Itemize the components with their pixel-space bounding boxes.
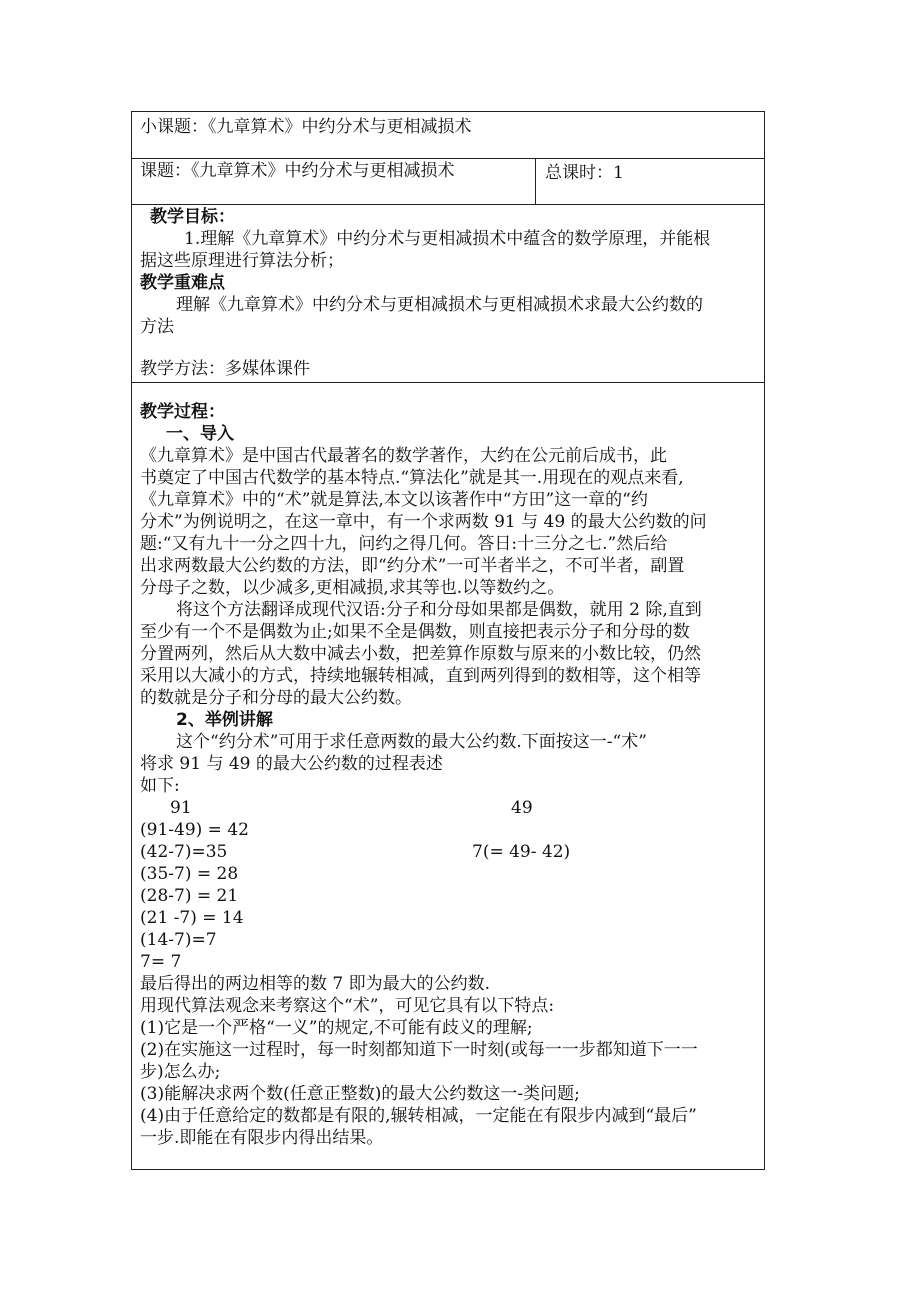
calc-step: (14-7)=7 xyxy=(140,930,217,950)
translation-line: 分置两列，然后从大数中减去小数，把差算作原数与原来的小数比较，仍然 xyxy=(140,644,701,664)
key-line-2: 方法 xyxy=(140,317,174,337)
calc-step: (35-7) = 28 xyxy=(140,864,239,884)
intro-line: 书奠定了中国古代数学的基本特点.“算法化”就是其一.用现在的观点来看, xyxy=(140,468,684,488)
feature-2-line-2: 步)怎么办; xyxy=(140,1062,221,1082)
result-line: 最后得出的两边相等的数 7 即为最大的公约数. xyxy=(140,974,491,994)
key-heading: 教学重难点 xyxy=(140,273,225,293)
intro-line: 分母子之数，以少减多,更相减损,求其等也.以等数约之。 xyxy=(140,578,565,598)
teaching-method: 教学方法：多媒体课件 xyxy=(140,359,310,379)
calc-start-91: 91 xyxy=(170,798,192,818)
topic-row xyxy=(132,158,764,205)
objectives-row xyxy=(132,204,764,383)
process-row xyxy=(132,383,764,1169)
calc-start-49: 49 xyxy=(511,798,533,818)
feature-2-line-1: (2)在实施这一过程时，每一时刻都知道下一时刻(或每一一步都知道下一一 xyxy=(140,1040,698,1060)
feature-3: (3)能解决求两个数(任意正整数)的最大公约数这一-类问题; xyxy=(140,1084,580,1104)
intro-line: 《九章算术》中的“术”就是算法,本文以该著作中“方田”这一章的“约 xyxy=(140,490,648,510)
lesson-plan-table xyxy=(131,111,765,1170)
process-heading: 教学过程： xyxy=(140,402,225,422)
topic-text: 课题：《九章算术》中约分术与更相减损术 xyxy=(140,161,455,181)
translation-line: 采用以大减小的方式，持续地辗转相减，直到两列得到的数相等，这个相等 xyxy=(140,666,701,686)
feature-4-line-1: (4)由于任意给定的数都是有限的,辗转相减，一定能在有限步内减到“最后” xyxy=(140,1106,697,1126)
section-2-heading: 2、举例讲解 xyxy=(176,710,273,730)
total-hours: 总课时：1 xyxy=(545,163,624,183)
goal-line-1: 1.理解《九章算术》中约分术与更相减损术中蕴含的数学原理，并能根 xyxy=(184,229,711,249)
calc-right-step: 7(= 49- 42) xyxy=(472,842,571,862)
example-line-2: 将求 91 与 49 的最大公约数的过程表述 xyxy=(140,754,443,774)
key-line-1: 理解《九章算术》中约分术与更相减损术与更相减损术求最大公约数的 xyxy=(176,295,703,315)
example-line-1: 这个“约分术”可用于求任意两数的最大公约数.下面按这一-“术” xyxy=(176,732,647,752)
cell-divider xyxy=(535,158,536,204)
calc-step: (42-7)=35 xyxy=(140,842,228,862)
translation-line: 至少有一个不是偶数为止;如果不全是偶数，则直接把表示分子和分母的数 xyxy=(140,622,690,642)
intro-line: 题:“又有九十一分之四十九，问约之得几何。答日:十三分之七.”然后给 xyxy=(140,534,668,554)
feature-4-line-2: 一步.即能在有限步内得出结果。 xyxy=(140,1128,384,1148)
translation-line: 将这个方法翻译成现代汉语:分子和分母如果都是偶数，就用 2 除,直到 xyxy=(176,600,702,620)
intro-line: 分术”为例说明之，在这一章中，有一个求两数 91 与 49 的最大公约数的问 xyxy=(140,512,707,532)
goal-heading: 教学目标： xyxy=(150,207,235,227)
example-line-3: 如下: xyxy=(140,776,180,796)
feature-1: (1)它是一个严格“一义”的规定,不可能有歧义的理解; xyxy=(140,1018,533,1038)
intro-line: 出求两数最大公约数的方法，即“约分术”一可半者半之，不可半者，副置 xyxy=(140,556,685,576)
calc-step: 7= 7 xyxy=(140,952,182,972)
section-1-heading: 一、导入 xyxy=(166,424,234,444)
goal-line-2: 据这些原理进行算法分析； xyxy=(140,251,344,271)
subtopic-text: 小课题：《九章算术》中约分术与更相减损术 xyxy=(140,117,472,137)
calc-step: (21 -7) = 14 xyxy=(140,908,244,928)
features-intro: 用现代算法观念来考察这个“术”，可见它具有以下特点: xyxy=(140,996,555,1016)
translation-line: 的数就是分子和分母的最大公约数。 xyxy=(140,688,412,708)
subtopic-row xyxy=(132,112,764,159)
calc-step: (91-49) = 42 xyxy=(140,820,249,840)
intro-line: 《九章算术》是中国古代最著名的数学著作，大约在公元前后成书，此 xyxy=(140,446,667,466)
calc-step: (28-7) = 21 xyxy=(140,886,239,906)
